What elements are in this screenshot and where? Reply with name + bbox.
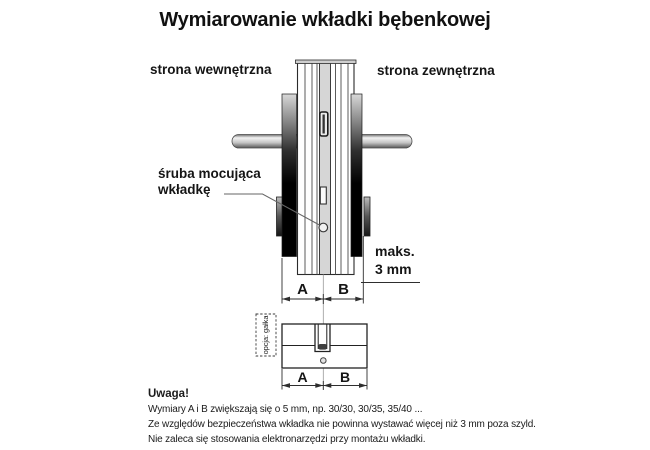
label-outer-side: strona zewnętrzna	[377, 63, 495, 78]
label-fixing-screw-line2: wkładkę	[158, 181, 211, 197]
label-max-protrusion	[375, 243, 415, 278]
label-max-line1: maks.	[375, 243, 415, 259]
mount-bolt-outer	[364, 197, 370, 236]
shield-inner	[282, 94, 297, 257]
dim-label-a-profile: A	[297, 369, 308, 385]
cylinder-channel	[320, 61, 331, 275]
keyway-slot	[320, 187, 326, 204]
note-line: Nie zaleca się stosowania elektronarzędzi przy montażu wkładki.	[148, 433, 426, 445]
label-fixing-screw	[158, 166, 261, 197]
page-title: Wymiarowanie wkładki bębenkowej	[159, 9, 491, 31]
cam-slot-bottom	[318, 344, 326, 350]
dim-label-b-profile: B	[339, 369, 351, 385]
cam-element	[320, 112, 328, 136]
note-block	[148, 388, 536, 447]
fixing-screw	[319, 223, 328, 232]
note-line: Wymiary A i B zwiększają się o 5 mm, np. 30/30, 30/35, 35/40 ...	[148, 404, 423, 415]
dim-label-a-main: A	[297, 281, 308, 298]
dim-label-b-main: B	[338, 281, 349, 298]
profile-screw	[321, 358, 327, 364]
door-top-cap	[296, 60, 357, 64]
label-knob-option: opcja: gałka	[261, 315, 270, 355]
shield-outer	[351, 94, 362, 257]
label-inner-side: strona wewnętrzna	[150, 62, 272, 77]
note-line: Ze względów bezpieczeństwa wkładka nie powinna wystawać więcej niż 3 mm poza szyld.	[148, 418, 536, 430]
label-fixing-screw-line1: śruba mocująca	[158, 166, 261, 181]
note-heading: Uwaga!	[148, 388, 189, 400]
label-max-line2: 3 mm	[375, 260, 412, 277]
